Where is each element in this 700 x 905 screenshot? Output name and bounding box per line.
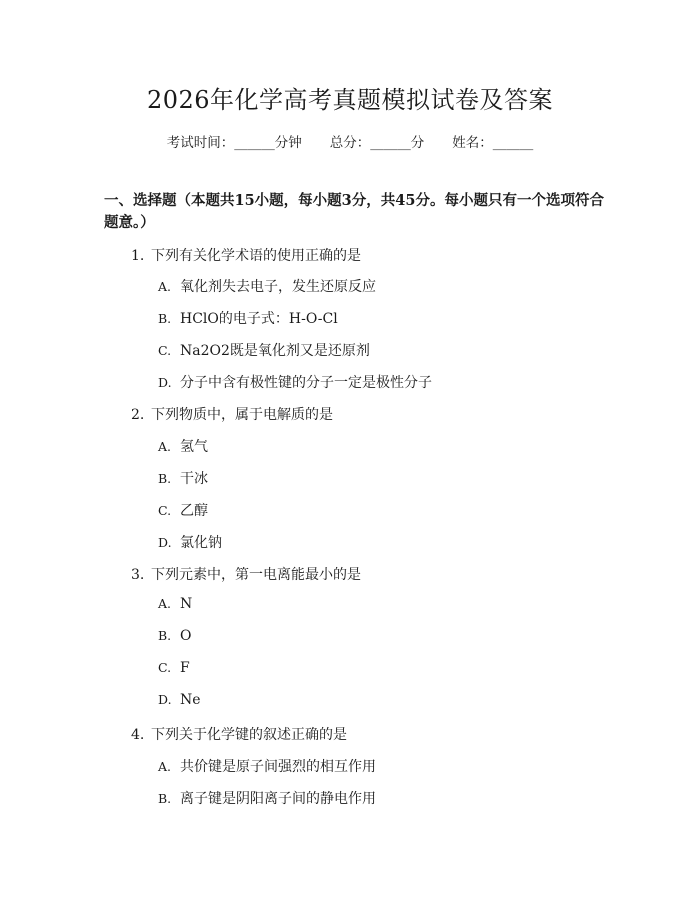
- option-text: 共价键是原子间强烈的相互作用: [180, 759, 376, 775]
- option-letter: C.: [158, 660, 172, 675]
- option-text: 干冰: [180, 471, 208, 487]
- option-letter: C.: [158, 343, 172, 358]
- option-text: 氯化钠: [180, 535, 222, 551]
- total-score-field: 总分：______分: [329, 135, 425, 151]
- option-4a: [158, 756, 376, 776]
- option-text: F: [180, 660, 190, 676]
- option-3b: [158, 628, 191, 644]
- option-1d: [158, 372, 432, 392]
- section-heading: 一、选择题（本题共15小题，每小题3分，共45分。每小题只有一个选项符合题意。）: [104, 192, 604, 231]
- option-3d: [158, 692, 201, 708]
- option-letter: C.: [158, 503, 172, 518]
- exam-time-field: 考试时间：______分钟: [166, 135, 302, 151]
- option-letter: D.: [158, 692, 172, 707]
- option-letter: B.: [158, 628, 172, 643]
- question-3: [131, 564, 361, 584]
- question-1: [131, 245, 361, 265]
- option-letter: B.: [158, 471, 172, 486]
- question-text: 下列物质中，属于电解质的是: [151, 407, 333, 423]
- option-text: N: [180, 596, 193, 612]
- option-1c: [158, 340, 370, 360]
- question-text: 下列有关化学术语的使用正确的是: [151, 248, 361, 264]
- option-text: 乙醇: [180, 503, 208, 519]
- option-letter: B.: [158, 791, 172, 806]
- page-title: 2026年化学高考真题模拟试卷及答案: [146, 86, 554, 114]
- option-2b: [158, 468, 208, 488]
- option-1b: [158, 308, 338, 328]
- option-text: 氢气: [180, 439, 208, 455]
- option-letter: A.: [158, 759, 172, 774]
- option-text: Ne: [180, 692, 201, 708]
- exam-meta: [0, 131, 700, 151]
- option-2d: [158, 532, 222, 552]
- student-name-field: 姓名：______: [452, 135, 534, 151]
- option-letter: B.: [158, 311, 172, 326]
- question-4: [131, 724, 347, 744]
- option-text: 分子中含有极性键的分子一定是极性分子: [180, 375, 432, 391]
- option-2c: [158, 500, 208, 520]
- option-letter: D.: [158, 535, 172, 550]
- option-3c: [158, 660, 190, 676]
- option-letter: A.: [158, 596, 172, 611]
- question-number: 2.: [131, 407, 145, 423]
- option-text: HClO的电子式：H-O-Cl: [180, 311, 338, 327]
- option-letter: D.: [158, 375, 172, 390]
- option-3a: [158, 596, 192, 612]
- option-4b: [158, 788, 376, 808]
- option-text: Na2O2既是氧化剂又是还原剂: [180, 343, 370, 359]
- option-letter: A.: [158, 439, 172, 454]
- option-letter: A.: [158, 279, 172, 294]
- option-1a: [158, 276, 376, 296]
- option-text: 氧化剂失去电子，发生还原反应: [180, 279, 376, 295]
- option-text: 离子键是阴阳离子间的静电作用: [180, 791, 376, 807]
- question-number: 1.: [131, 248, 145, 264]
- question-number: 3.: [131, 567, 145, 583]
- option-2a: [158, 436, 208, 456]
- question-2: [131, 404, 333, 424]
- question-text: 下列元素中，第一电离能最小的是: [151, 567, 361, 583]
- question-text: 下列关于化学键的叙述正确的是: [151, 727, 347, 743]
- option-text: O: [180, 628, 192, 644]
- question-number: 4.: [131, 727, 145, 743]
